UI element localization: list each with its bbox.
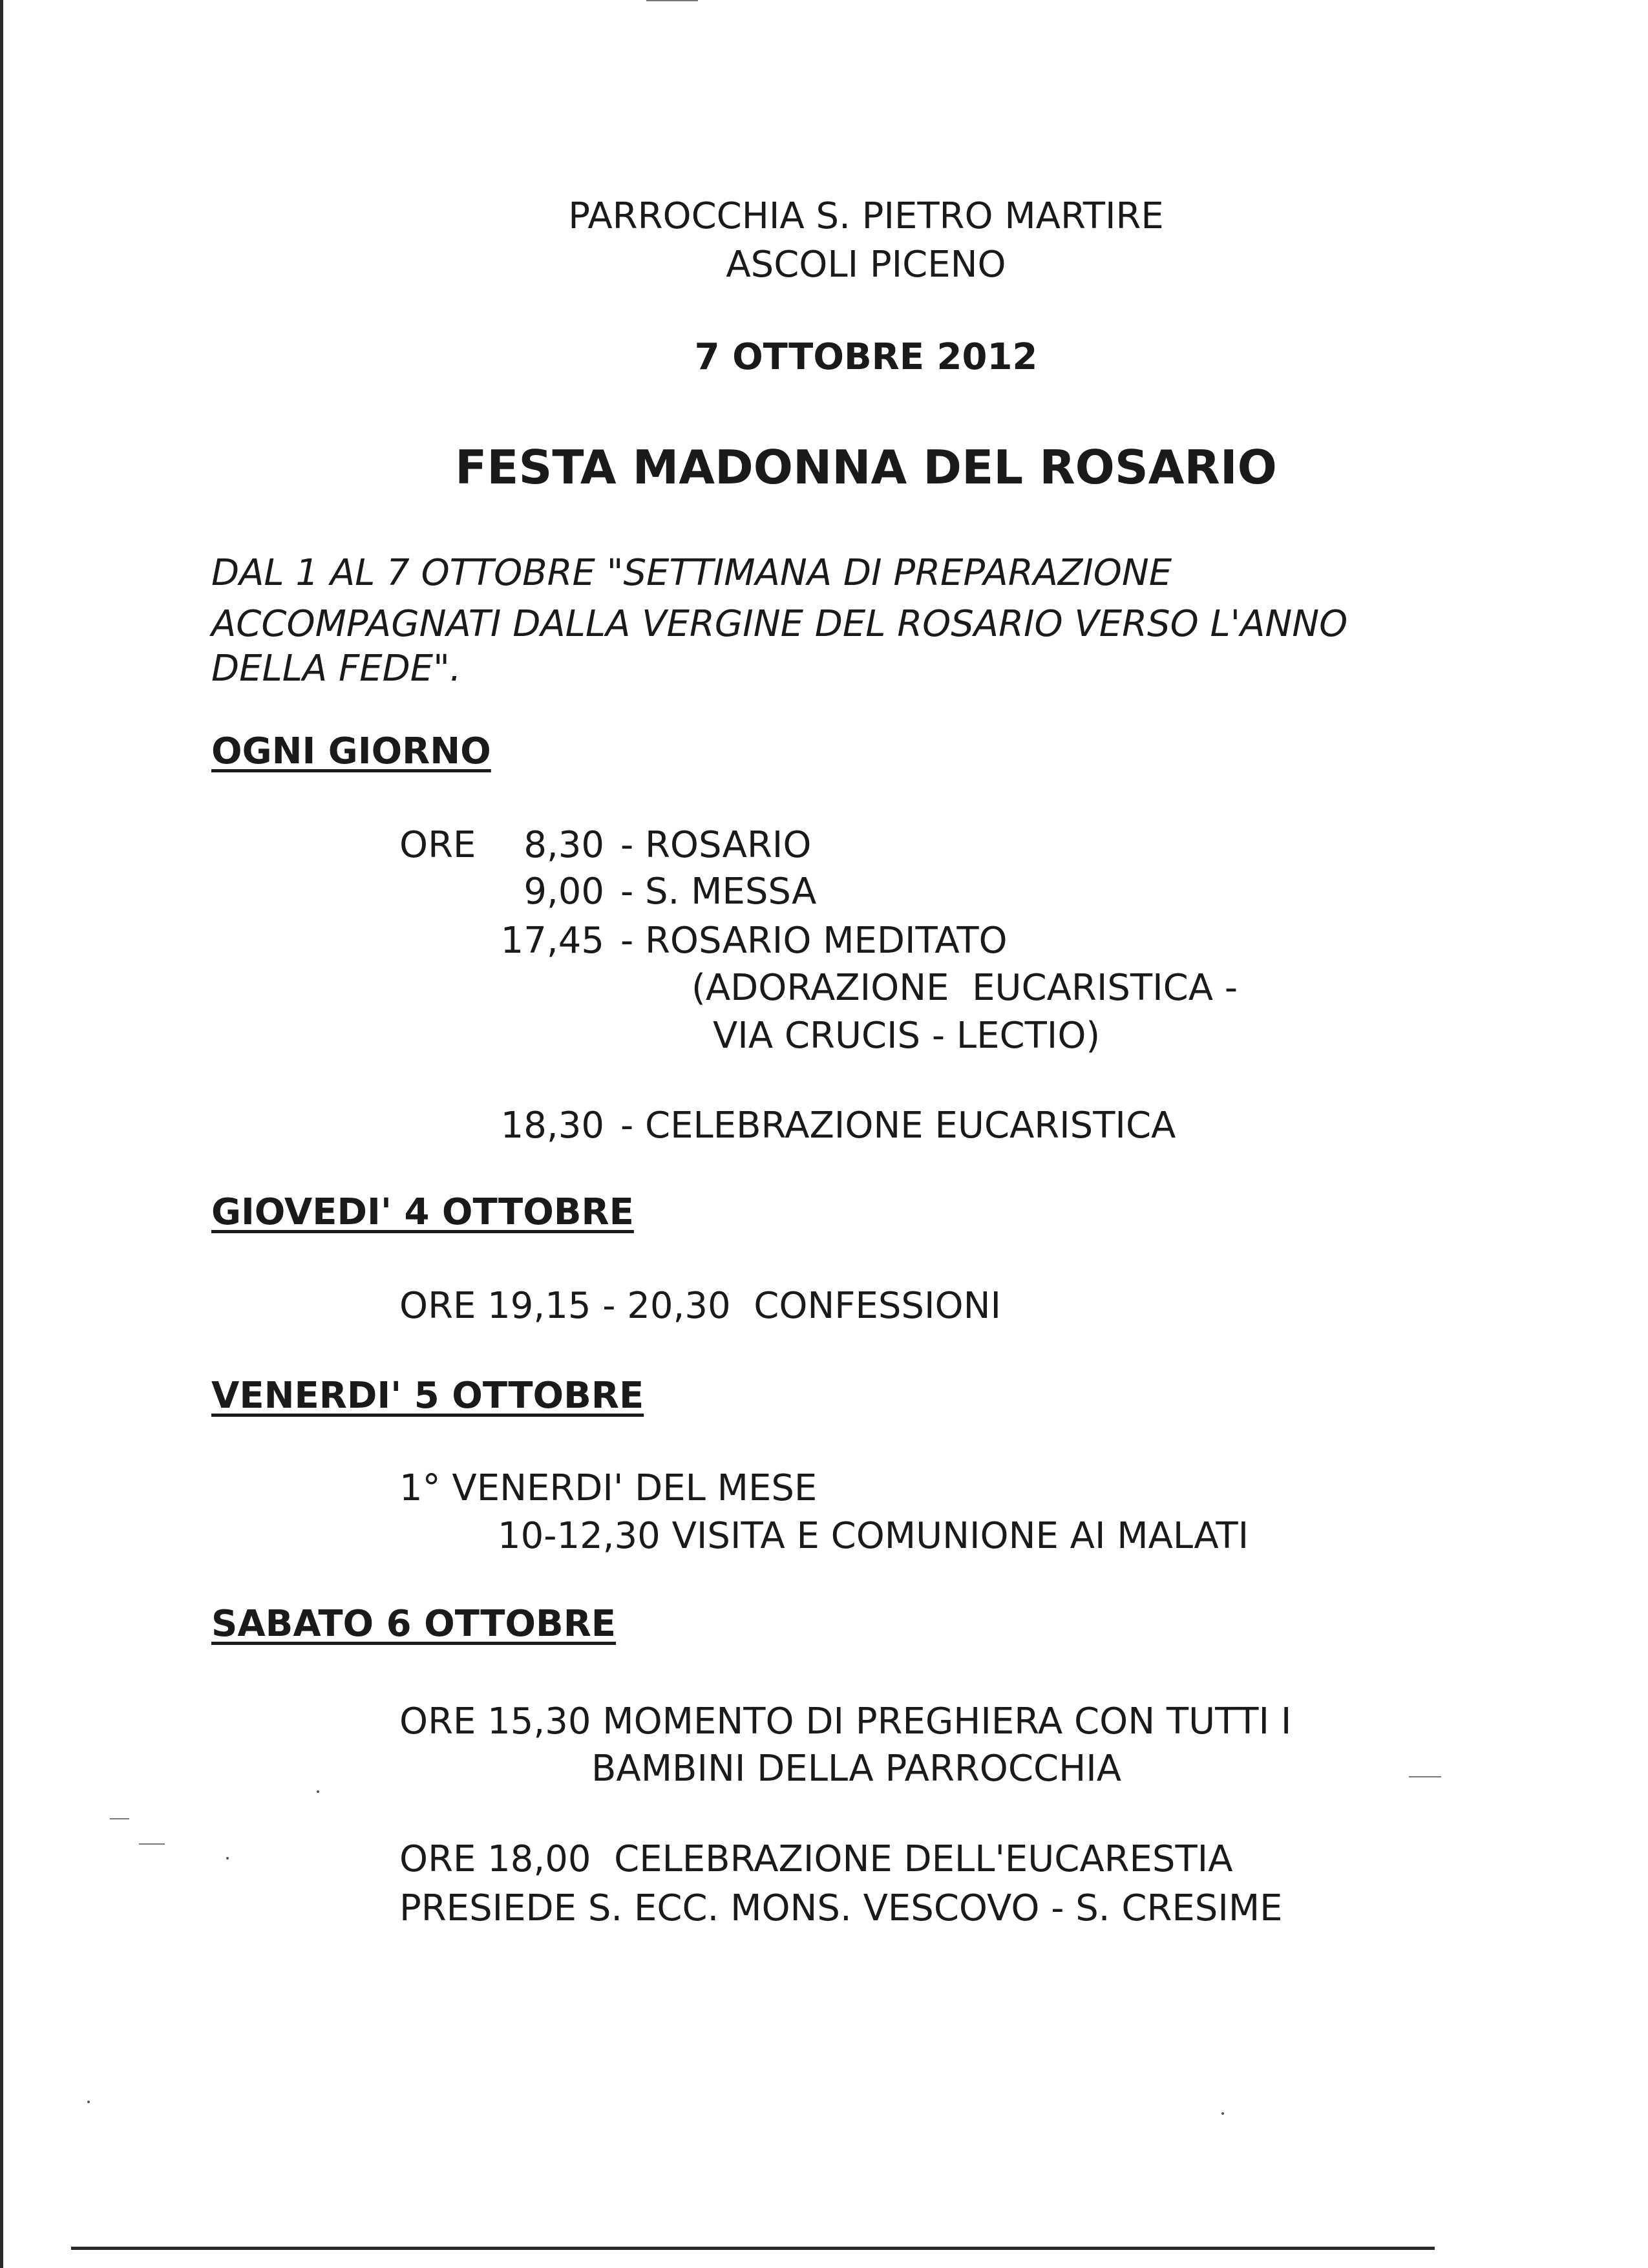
scan-mark — [110, 1818, 129, 1819]
section-heading-friday: VENERDI' 5 OTTOBRE — [211, 1375, 644, 1417]
daily-activity: - S. MESSA — [620, 871, 817, 913]
scan-mark — [1409, 1776, 1441, 1777]
bottom-rule — [71, 2247, 1435, 2250]
intro-line-1: DAL 1 AL 7 OTTOBRE "SETTIMANA DI PREPARAZIONE — [211, 552, 1172, 594]
saturday-line-1: ORE 15,30 MOMENTO DI PREGHIERA CON TUTTI I — [399, 1701, 1292, 1743]
friday-line-2: 10-12,30 VISITA E COMUNIONE AI MALATI — [498, 1515, 1249, 1557]
saturday-line-4: PRESIEDE S. ECC. MONS. VESCOVO - S. CRESIME — [399, 1887, 1283, 1929]
daily-ore-prefix: ORE — [399, 824, 476, 866]
scan-speck — [87, 2101, 90, 2103]
daily-note-line-1: (ADORAZIONE EUCARISTICA - — [692, 967, 1238, 1009]
scan-speck — [1221, 2112, 1224, 2115]
thursday-line: ORE 19,15 - 20,30 CONFESSIONI — [399, 1285, 1001, 1327]
scan-speck — [226, 1857, 229, 1860]
scan-speck — [317, 1790, 319, 1793]
page-title: FESTA MADONNA DEL ROSARIO — [455, 440, 1277, 494]
daily-activity: - CELEBRAZIONE EUCARISTICA — [620, 1105, 1176, 1147]
parish-name: PARROCCHIA S. PIETRO MARTIRE — [568, 195, 1164, 237]
section-heading-saturday: SABATO 6 OTTOBRE — [211, 1603, 617, 1645]
scan-mark — [646, 0, 698, 1]
scan-mark — [139, 1843, 165, 1845]
saturday-line-2: BAMBINI DELLA PARROCCHIA — [591, 1748, 1122, 1790]
daily-activity: - ROSARIO — [620, 824, 812, 866]
daily-time: 9,00 — [523, 871, 604, 913]
friday-line-1: 1° VENERDI' DEL MESE — [399, 1467, 818, 1509]
section-heading-daily: OGNI GIORNO — [211, 730, 491, 772]
intro-line-3: DELLA FEDE". — [211, 648, 461, 690]
section-heading-thursday: GIOVEDI' 4 OTTOBRE — [211, 1191, 634, 1233]
daily-time: 17,45 — [500, 920, 604, 962]
intro-line-2: ACCOMPAGNATI DALLA VERGINE DEL ROSARIO VERSO L'ANNO — [211, 603, 1348, 645]
daily-note-line-2: VIA CRUCIS - LECTIO) — [713, 1015, 1101, 1057]
daily-time: 8,30 — [523, 824, 604, 866]
saturday-line-3: ORE 18,00 CELEBRAZIONE DELL'EUCARESTIA — [399, 1838, 1233, 1880]
city-name: ASCOLI PICENO — [726, 244, 1006, 286]
daily-time: 18,30 — [500, 1105, 604, 1147]
event-date: 7 OTTOBRE 2012 — [694, 336, 1038, 378]
daily-activity: - ROSARIO MEDITATO — [620, 920, 1008, 962]
